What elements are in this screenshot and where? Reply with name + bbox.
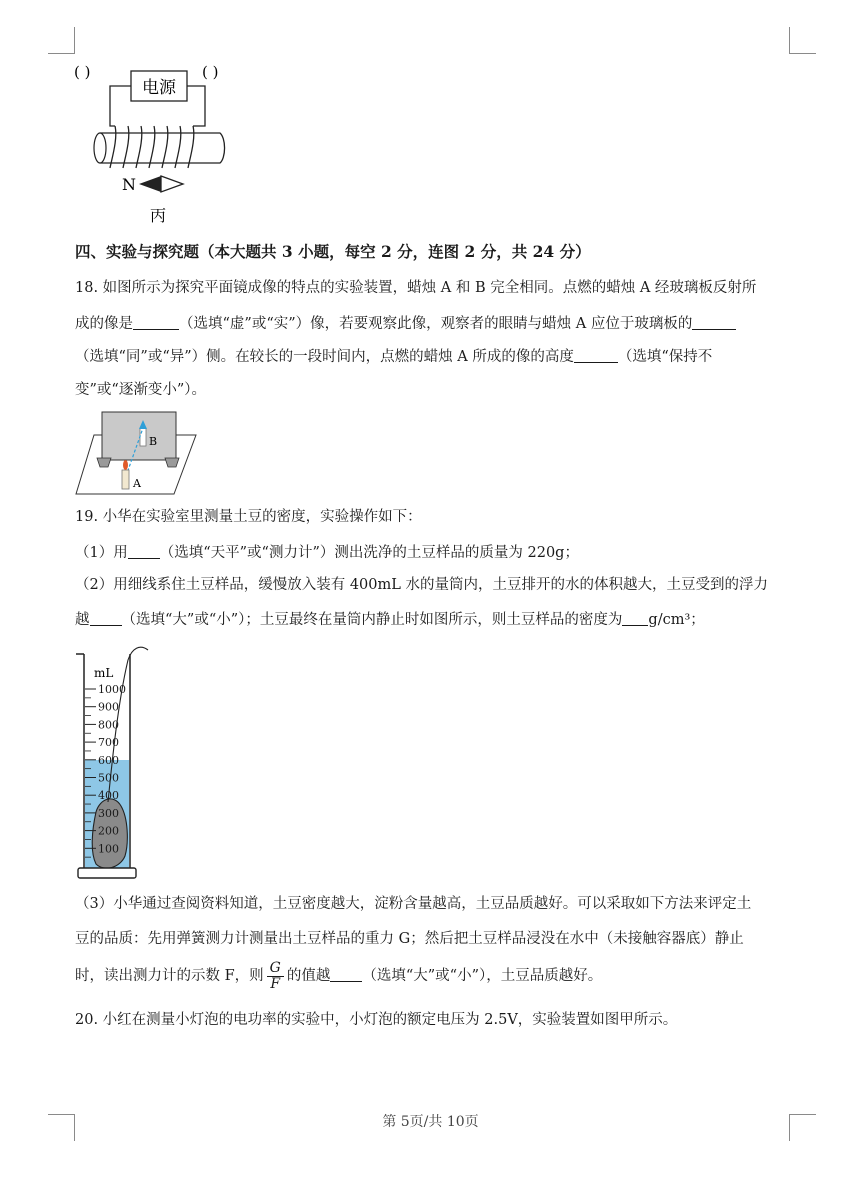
page-footer: 第 5页/共 10页 (382, 1114, 479, 1130)
q19-part-3-line-2: 豆的品质：先用弹簧测力计测量出土豆样品的重力 G；然后把土豆样品浸没在水中（未接触容器底）静止 (75, 931, 744, 947)
glass-plate (102, 412, 176, 460)
q19-text: （选填“大”或“小”），土豆品质越好。 (362, 968, 603, 985)
q18-line-2 (75, 315, 736, 333)
q19-part-3-line-3 (75, 961, 602, 991)
q19-line-1: 19. 小华在实验室里测量土豆的密度，实验操作如下： (75, 509, 422, 525)
fraction-numerator: G (267, 961, 284, 977)
answer-blank (574, 348, 618, 363)
answer-blank (133, 315, 179, 330)
answer-blank (622, 611, 648, 626)
q19-text: 越 (75, 612, 90, 628)
right-wire (187, 86, 205, 126)
answer-blank (692, 315, 736, 330)
cylinder-tick-label: 100 (98, 842, 119, 856)
answer-blank (90, 611, 122, 626)
fraction-denominator: F (270, 975, 281, 992)
right-paren-blank: ( ) (202, 63, 219, 81)
candle-a-label: A (133, 477, 141, 490)
cylinder-tick-label: 700 (98, 736, 119, 750)
left-wire (110, 86, 131, 126)
plane-mirror-figure (74, 410, 199, 500)
q19-part-1 (75, 544, 579, 562)
q19-part-2-line-1: （2）用细线系住土豆样品，缓慢放入装有 400mL 水的量筒内，土豆排开的水的体积越大，土豆受到的浮力 (75, 577, 768, 593)
cylinder-tick-label: 300 (98, 806, 119, 820)
q18-text: （选填“保持不 (617, 349, 713, 365)
cylinder-tick-label: 500 (98, 771, 119, 785)
q19-text: 时，读出测力计的示数 F，则 (75, 968, 264, 985)
q19-part-3-line-1: （3）小华通过查阅资料知道，土豆密度越大，淀粉含量越高，土豆品质越好。可以采取如下方法来评定土 (75, 896, 752, 912)
density-unit: g/cm³； (648, 612, 705, 628)
tube-left-end (94, 133, 106, 163)
candle-b-label: B (149, 435, 158, 448)
n-pole-label: N (122, 175, 136, 194)
q18-line-4: 变”或“逐渐变小”）。 (75, 382, 206, 398)
section-heading: 四、实验与探究题（本大题共 3 小题，每空 2 分，连图 2 分，共 24 分） (75, 242, 591, 261)
g-over-f-fraction (267, 961, 284, 991)
q19-text: （选填“天平”或“测力计”）测出洗净的土豆样品的质量为 220g； (159, 545, 579, 561)
candle-a-flame (123, 460, 128, 470)
cylinder-tick-label: 800 (98, 718, 119, 732)
q18-line-1: 18. 如图所示为探究平面镜成像的特点的实验装置，蜡烛 A 和 B 完全相同。点燃的蜡烛 A 经玻璃板反射所 (75, 280, 757, 296)
corner-mark-top-left (48, 27, 75, 54)
q19-text: 的值越 (286, 968, 331, 985)
solenoid-figure (70, 58, 250, 228)
q18-text: （选填“虚”或“实”）像，若要观察此像，观察者的眼睛与蜡烛 A 应位于玻璃板的 (179, 316, 693, 332)
q18-text: 成的像是 (75, 316, 133, 332)
cylinder-base (78, 868, 136, 878)
left-paren-blank: ( ) (74, 63, 91, 81)
q19-text: （1）用 (75, 545, 128, 561)
graduated-cylinder-figure (72, 642, 156, 882)
corner-mark-top-right (789, 27, 816, 54)
answer-blank (128, 544, 160, 559)
compass-needle-north (139, 176, 161, 192)
answer-blank (330, 967, 362, 982)
power-source-label: 电源 (142, 78, 176, 98)
cylinder-tick-label: 400 (98, 789, 119, 803)
cylinder-tick-label: 900 (98, 700, 119, 714)
q20-line-1: 20. 小红在测量小灯泡的电功率的实验中，小灯泡的额定电压为 2.5V，实验装置如图甲所示。 (75, 1012, 678, 1028)
candle-a (122, 470, 129, 489)
compass-needle-south (161, 176, 183, 192)
cylinder-tick-label: 200 (98, 824, 119, 838)
candle-b (140, 428, 146, 446)
cylinder-tick-label: 1000 (98, 683, 126, 696)
cylinder-unit-label: mL (94, 666, 114, 680)
q19-text: （选填“大”或“小”）；土豆最终在量筒内静止时如图所示，则土豆样品的密度为 (121, 612, 623, 628)
cylinder-tick-label: 600 (98, 753, 119, 767)
q18-text: （选填“同”或“异”）侧。在较长的一段时间内，点燃的蜡烛 A 所成的像的高度 (75, 349, 574, 365)
q18-line-3 (75, 348, 712, 366)
q19-part-2-line-2 (75, 611, 705, 629)
figure-caption-bing: 丙 (150, 206, 167, 225)
